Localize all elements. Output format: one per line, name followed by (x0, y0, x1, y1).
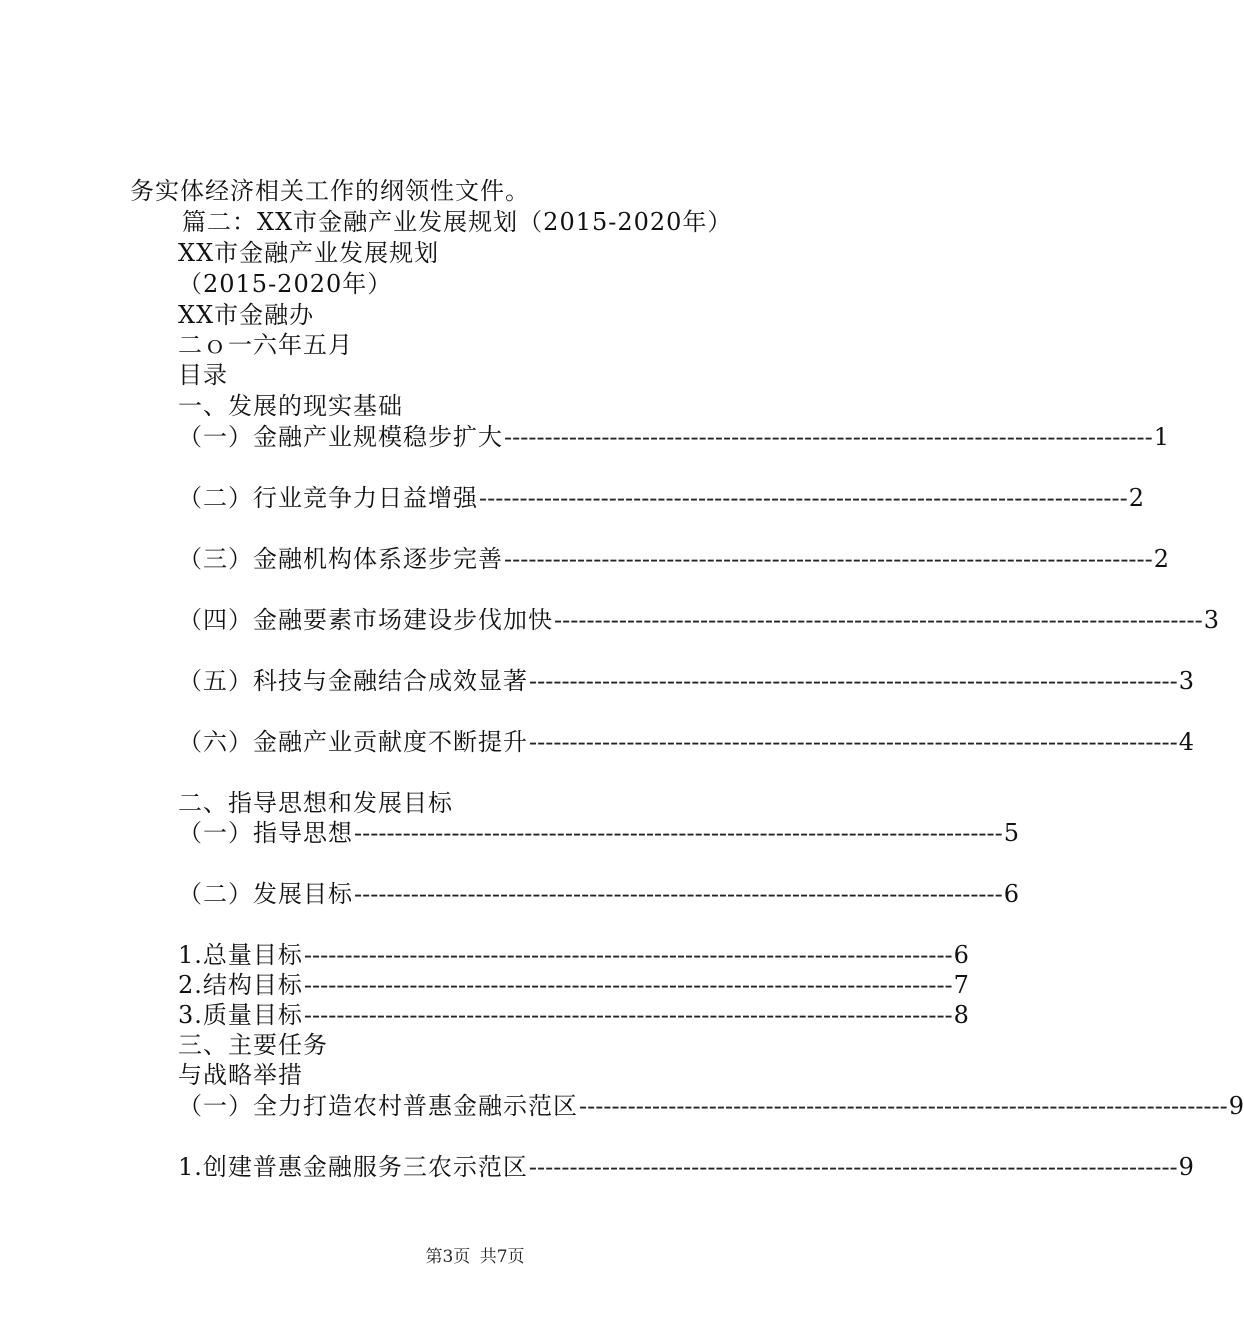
toc-entry-page: 5 (1003, 819, 1020, 847)
issue-date: 二ｏ一六年五月 (178, 331, 353, 359)
document-period: （2015-2020年） (178, 270, 393, 298)
toc-entry (178, 483, 1145, 513)
issuing-office: XX市金融办 (178, 301, 315, 329)
toc-entry (178, 544, 1170, 574)
toc-entry-page: 3 (1203, 606, 1220, 634)
toc-entry-title: 3.质量目标 (178, 1001, 303, 1029)
toc-entry-title: （二）发展目标 (178, 880, 353, 908)
toc-leader: -------------------------------------------------------------------------------- (529, 728, 1178, 756)
toc-entry (178, 422, 1170, 452)
toc-leader: -------------------------------------------------------------------------------- (554, 606, 1203, 634)
toc-section-heading-3: 三、主要任务 (178, 1031, 328, 1059)
toc-leader: -------------------------------------------------------------------------------- (504, 423, 1153, 451)
toc-leader: -------------------------------------------------------------------------------- (303, 971, 953, 999)
toc-entry-page: 9 (1178, 1153, 1194, 1181)
body-text-continuation: 务实体经济相关工作的纲领性文件。 (130, 177, 530, 205)
toc-entry-page: 6 (1003, 880, 1020, 908)
toc-entry-title: （五）科技与金融结合成效显著 (178, 667, 528, 695)
toc-entry-title: （一）全力打造农村普惠金融示范区 (178, 1092, 578, 1120)
toc-leader: -------------------------------------------------------------------------------- (479, 484, 1128, 512)
toc-section-heading-2: 二、指导思想和发展目标 (178, 789, 453, 817)
toc-entry-title: （二）行业竞争力日益增强 (178, 484, 478, 512)
toc-entry-title: （六）金融产业贡献度不断提升 (178, 728, 528, 756)
toc-leader: -------------------------------------------------------------------------------- (354, 819, 1003, 847)
toc-leader: -------------------------------------------------------------------------------- (528, 1153, 1178, 1181)
toc-entry-page: 2 (1153, 545, 1170, 573)
toc-entry (178, 666, 1195, 696)
toc-entry (178, 727, 1195, 757)
toc-entry-page: 9 (1228, 1092, 1244, 1120)
toc-entry (178, 879, 1020, 909)
toc-entry-page: 2 (1128, 484, 1145, 512)
toc-heading: 目录 (178, 361, 228, 389)
toc-entry-title: （四）金融要素市场建设步伐加快 (178, 606, 553, 634)
toc-leader: -------------------------------------------------------------------------------- (303, 1001, 953, 1029)
toc-subentry (178, 970, 969, 1000)
toc-entry-page: 7 (953, 971, 969, 999)
toc-subentry (178, 1000, 969, 1030)
toc-entry-page: 4 (1178, 728, 1195, 756)
toc-leader: -------------------------------------------------------------------------------- (504, 545, 1153, 573)
toc-leader: -------------------------------------------------------------------------------- (529, 667, 1178, 695)
toc-subentry (178, 940, 969, 970)
page-number: 第3页 (425, 1247, 471, 1267)
toc-leader: -------------------------------------------------------------------------------- (579, 1092, 1228, 1120)
toc-entry-title: 1.创建普惠金融服务三农示范区 (178, 1153, 528, 1181)
toc-entry-page: 3 (1178, 667, 1195, 695)
article-heading: 篇二：XX市金融产业发展规划（2015-2020年） (182, 208, 733, 236)
toc-entry-title: 1.总量目标 (178, 941, 303, 969)
toc-entry-title: （三）金融机构体系逐步完善 (178, 545, 503, 573)
page-total: 共7页 (479, 1247, 525, 1267)
toc-entry-page: 8 (953, 1001, 969, 1029)
toc-entry (178, 1091, 1244, 1121)
toc-section-heading-1: 一、发展的现实基础 (178, 392, 403, 420)
toc-subentry (178, 1152, 1194, 1182)
toc-leader: -------------------------------------------------------------------------------- (303, 941, 953, 969)
toc-entry-title: （一）指导思想 (178, 819, 353, 847)
toc-entry-page: 6 (953, 941, 969, 969)
toc-leader: -------------------------------------------------------------------------------- (354, 880, 1003, 908)
toc-entry-title: （一）金融产业规模稳步扩大 (178, 423, 503, 451)
toc-entry-page: 1 (1153, 423, 1170, 451)
toc-entry (178, 818, 1020, 848)
toc-entry (178, 605, 1220, 635)
page-footer (0, 1242, 950, 1267)
toc-section-heading-3-cont: 与战略举措 (178, 1061, 303, 1089)
toc-entry-title: 2.结构目标 (178, 971, 303, 999)
document-title: XX市金融产业发展规划 (178, 239, 440, 267)
